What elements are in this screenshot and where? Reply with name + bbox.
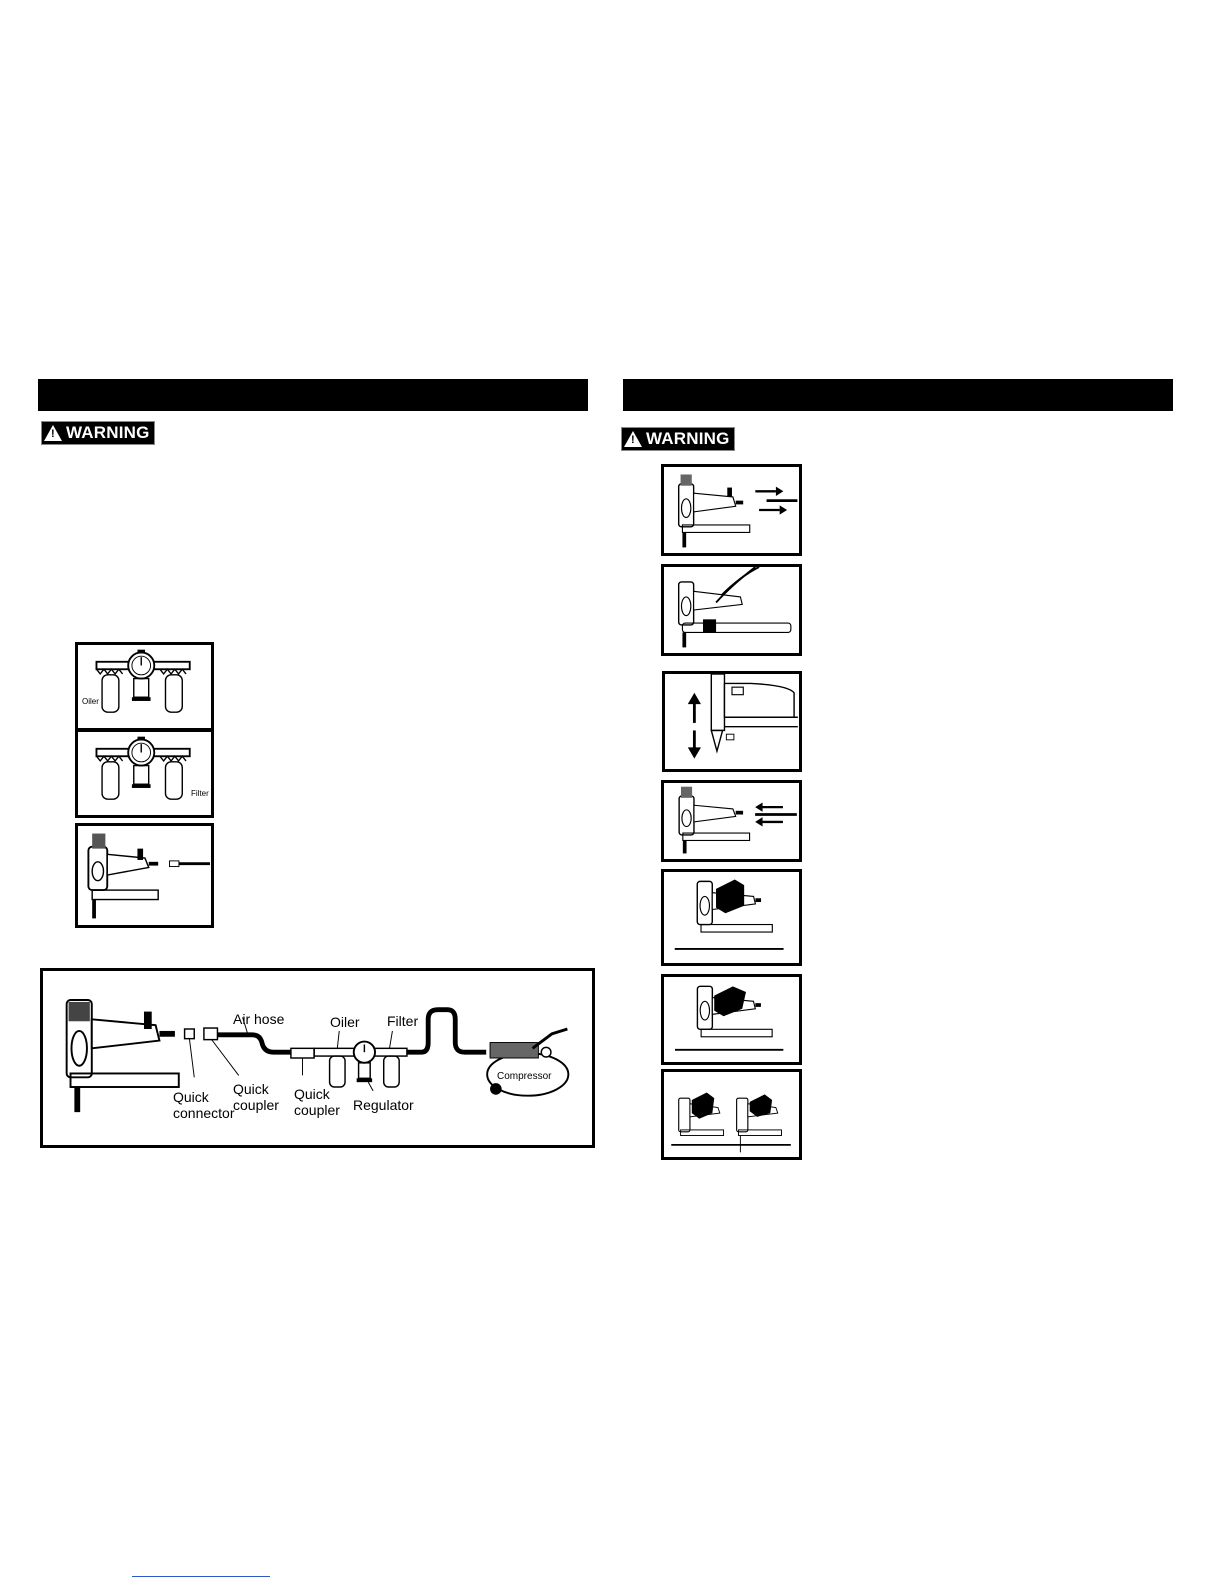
filter-figure [75,729,214,818]
quick-connector-label: Quick connector [173,1089,235,1121]
air-hose-label: Air hose [233,1011,285,1027]
oiler-label: Oiler [330,1014,360,1030]
disconnect-air-figure [661,464,802,556]
sequential-firing-figure [661,1069,802,1160]
filter-callout-label: Filter [191,789,209,798]
magazine-release-figure [661,564,802,656]
filter-label: Filter [387,1013,419,1029]
firing-position-figure [661,869,802,966]
oiler-callout-label: Oiler [82,697,99,706]
air-supply-assembly-diagram [40,968,595,1148]
left-warning-badge [41,421,155,445]
warning-triangle-icon: ! [624,431,642,447]
quick-coupler-2-label: Quick coupler [294,1086,340,1118]
compressor-label: Compressor [497,1071,552,1082]
warning-label: WARNING [646,429,730,448]
footer-underline [132,1576,270,1577]
left-section-header-bar [38,379,588,411]
contact-trip-figure [661,974,802,1065]
right-section-header-bar [623,379,1173,411]
reconnect-air-figure [661,780,802,862]
jam-clearing-figure [662,671,802,772]
oiler-figure [75,642,214,731]
right-warning-badge [621,427,735,451]
warning-label: WARNING [66,423,150,442]
regulator-label: Regulator [353,1097,414,1113]
quick-coupler-1-label: Quick coupler [233,1081,279,1113]
nailer-hose-figure [75,823,214,928]
warning-triangle-icon: ! [44,425,62,441]
